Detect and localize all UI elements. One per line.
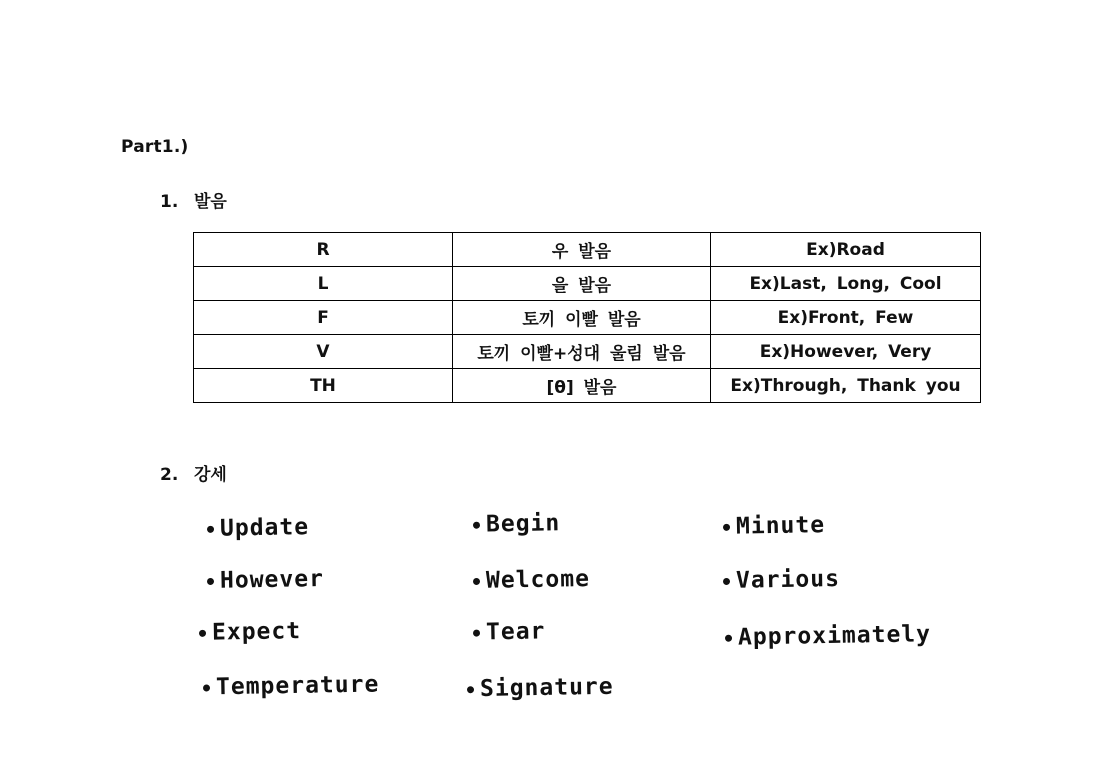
- example-cell: Ex)However, Very: [711, 335, 981, 369]
- bullet-dot-icon: [473, 630, 480, 637]
- pronunciation-table: [193, 232, 981, 403]
- sound-cell: L: [194, 267, 453, 301]
- section-heading-pronunciation: [160, 187, 227, 212]
- bullet-dot-icon: [473, 522, 480, 529]
- table-row: [194, 233, 981, 267]
- bullet-dot-icon: [725, 635, 732, 642]
- section-number: 1.: [160, 192, 179, 212]
- part-title: Part1.): [121, 137, 189, 157]
- bullet-dot-icon: [723, 524, 730, 531]
- stress-word: Expect: [199, 618, 302, 646]
- example-cell: Ex)Last, Long, Cool: [711, 267, 981, 301]
- stress-word: Welcome: [473, 566, 590, 594]
- description-cell: 토끼 이빨+성대 울림 발음: [453, 335, 711, 369]
- description-cell: [θ] 발음: [453, 369, 711, 403]
- description-cell: 을 발음: [453, 267, 711, 301]
- bullet-dot-icon: [199, 630, 206, 637]
- table-row: [194, 335, 981, 369]
- stress-word: Update: [207, 514, 310, 542]
- sound-cell: F: [194, 301, 453, 335]
- stress-word: Various: [723, 566, 840, 594]
- section-title: 강세: [194, 465, 227, 485]
- example-cell: Ex)Road: [711, 233, 981, 267]
- table-row: [194, 369, 981, 403]
- stress-word: Tear: [473, 618, 546, 645]
- sound-cell: R: [194, 233, 453, 267]
- stress-word: Signature: [467, 674, 614, 703]
- example-cell: Ex)Front, Few: [711, 301, 981, 335]
- sound-cell: V: [194, 335, 453, 369]
- bullet-dot-icon: [723, 578, 730, 585]
- table-row: [194, 301, 981, 335]
- stress-word: Temperature: [203, 671, 380, 700]
- section-number: 2.: [160, 465, 179, 485]
- stress-word: However: [207, 566, 324, 594]
- description-cell: 토끼 이빨 발음: [453, 301, 711, 335]
- sound-cell: TH: [194, 369, 453, 403]
- bullet-dot-icon: [473, 578, 480, 585]
- example-cell: Ex)Through, Thank you: [711, 369, 981, 403]
- handwritten-word-list: [195, 495, 965, 715]
- section-heading-stress: [160, 460, 227, 485]
- stress-word: Begin: [473, 510, 561, 538]
- bullet-dot-icon: [207, 578, 214, 585]
- table-row: [194, 267, 981, 301]
- section-title: 발음: [194, 192, 227, 212]
- bullet-dot-icon: [203, 684, 210, 691]
- stress-word: Minute: [723, 512, 826, 540]
- stress-word: Approximately: [725, 621, 931, 651]
- description-cell: 우 발음: [453, 233, 711, 267]
- bullet-dot-icon: [207, 526, 214, 533]
- bullet-dot-icon: [467, 686, 474, 693]
